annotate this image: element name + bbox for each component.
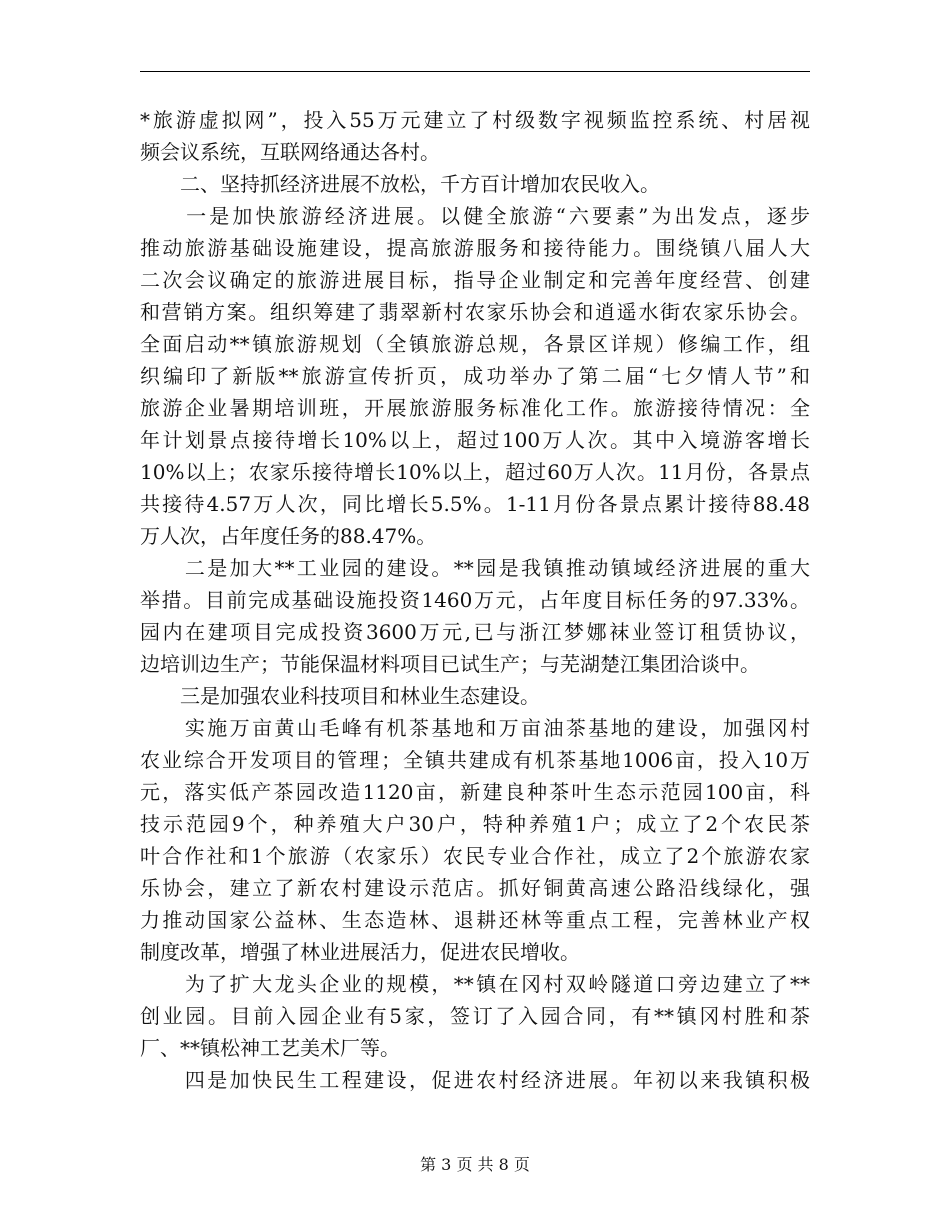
text-line: 元，落实低产茶园改造1120亩，新建良种茶叶生态示范园100亩，科 bbox=[140, 780, 810, 804]
text-line: 技示范园9个，种养殖大户30户，特种养殖1户；成立了2个农民茶 bbox=[140, 812, 810, 836]
text-line: 全面启动**镇旅游规划（全镇旅游总规，各景区详规）修编工作，组 bbox=[140, 332, 810, 356]
text-line: 乐协会，建立了新农村建设示范店。抓好铜黄高速公路沿线绿化，强 bbox=[140, 876, 810, 900]
text-line: 制度改革，增强了林业进展活力，促进农民增收。 bbox=[140, 940, 580, 964]
text-line: 二、坚持抓经济进展不放松，千方百计增加农民收入。 bbox=[140, 172, 660, 196]
text-line: 万人次，占年度任务的88.47%。 bbox=[140, 524, 437, 548]
text-line: 创业园。目前入园企业有5家，签订了入园合同，有**镇冈村胜和茶 bbox=[140, 1004, 810, 1028]
text-line: 二次会议确定的旅游进展目标，指导企业制定和完善年度经营、创建 bbox=[140, 268, 810, 292]
body-text bbox=[140, 104, 810, 1096]
page-footer: 第 3 页 共 8 页 bbox=[420, 1155, 530, 1174]
text-line: 10%以上；农家乐接待增长10%以上，超过60万人次。11月份，各景点 bbox=[140, 460, 810, 484]
text-line: 旅游企业暑期培训班，开展旅游服务标准化工作。旅游接待情况：全 bbox=[140, 396, 810, 420]
text-line: 织编印了新版**旅游宣传折页，成功举办了第二届“七夕情人节”和 bbox=[140, 364, 810, 388]
text-line: 园内在建项目完成投资3600万元,已与浙江梦娜袜业签订租赁协议， bbox=[140, 620, 810, 644]
text-line: 二是加大**工业园的建设。**园是我镇推动镇域经济进展的重大 bbox=[140, 556, 810, 580]
text-line: 厂、**镇松神工艺美术厂等。 bbox=[140, 1036, 400, 1060]
text-line: 推动旅游基础设施建设，提高旅游服务和接待能力。围绕镇八届人大 bbox=[140, 236, 810, 260]
header-rule bbox=[140, 71, 810, 72]
text-line: 一是加快旅游经济进展。以健全旅游“六要素”为出发点，逐步 bbox=[140, 204, 810, 228]
text-line: 三是加强农业科技项目和林业生态建设。 bbox=[140, 684, 540, 708]
text-line: *旅游虚拟网”，投入55万元建立了村级数字视频监控系统、村居视 bbox=[140, 108, 810, 132]
text-line: 举措。目前完成基础设施投资1460万元，占年度目标任务的97.33%。 bbox=[140, 588, 810, 612]
text-line: 实施万亩黄山毛峰有机茶基地和万亩油茶基地的建设，加强冈村 bbox=[140, 716, 810, 740]
text-line: 边培训边生产；节能保温材料项目已试生产；与芜湖楚江集团洽谈中。 bbox=[140, 652, 760, 676]
text-line: 共接待4.57万人次，同比增长5.5%。1-11月份各景点累计接待88.48 bbox=[140, 492, 810, 516]
text-line: 频会议系统，互联网络通达各村。 bbox=[140, 140, 440, 164]
text-line: 叶合作社和1个旅游（农家乐）农民专业合作社，成立了2个旅游农家 bbox=[140, 844, 810, 868]
text-line: 力推动国家公益林、生态造林、退耕还林等重点工程，完善林业产权 bbox=[140, 908, 810, 932]
text-line: 年计划景点接待增长10%以上，超过100万人次。其中入境游客增长 bbox=[140, 428, 810, 452]
text-line: 和营销方案。组织筹建了翡翠新村农家乐协会和逍遥水街农家乐协会。 bbox=[140, 300, 810, 324]
text-line: 为了扩大龙头企业的规模，**镇在冈村双岭隧道口旁边建立了** bbox=[140, 972, 810, 996]
text-line: 农业综合开发项目的管理；全镇共建成有机茶基地1006亩，投入10万 bbox=[140, 748, 810, 772]
text-line: 四是加快民生工程建设，促进农村经济进展。年初以来我镇积极 bbox=[140, 1068, 810, 1092]
